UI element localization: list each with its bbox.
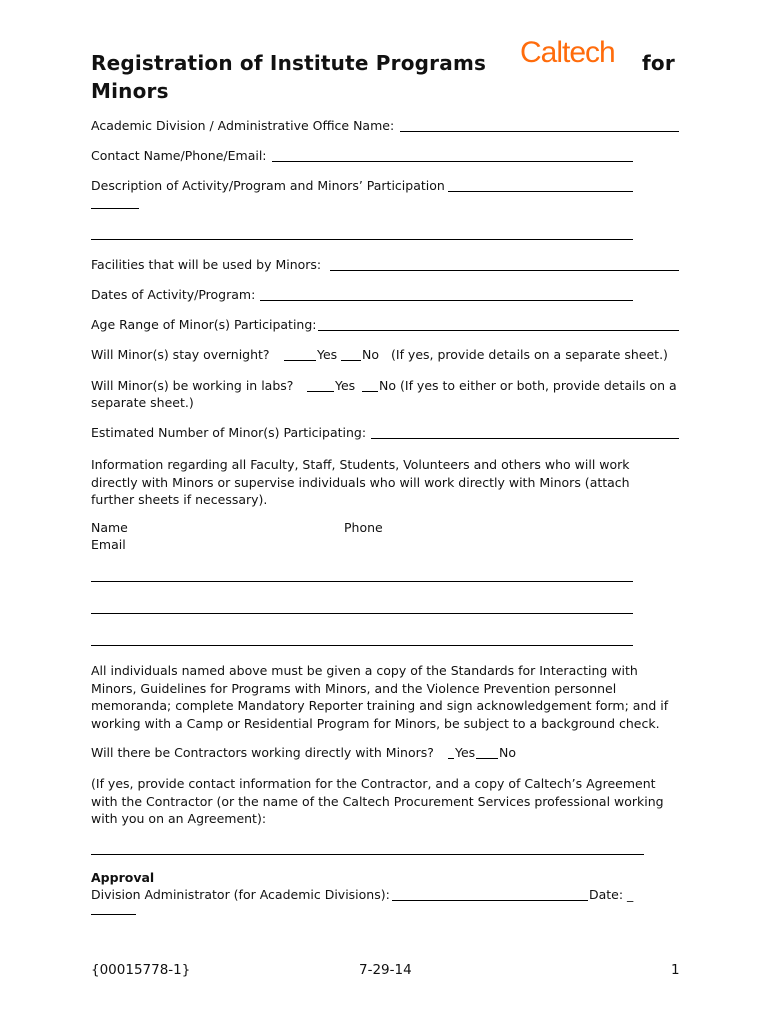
academic-division-line[interactable] [400,131,679,132]
page-title-line1: Registration of Institute Programs [91,51,487,75]
page-title-for: for [642,51,675,75]
facilities-line[interactable] [330,270,679,271]
column-email-label: Email [91,537,126,552]
footer-doc-id: {00015778-1} [91,962,191,978]
approval-heading: Approval [91,870,155,885]
overnight-note: (If yes, provide details on a separate sheet.) [391,347,668,362]
contact-label: Contact Name/Phone/Email: [91,148,267,163]
contractors-no-label: No [499,745,516,760]
contractors-yes-label: Yes [455,745,476,760]
description-label: Description of Activity/Program and Minors’ Participation [91,178,445,193]
labs-yes-label: Yes [335,378,356,393]
labs-no-label: No [379,378,396,393]
person-line-3[interactable] [91,645,633,646]
dates-line[interactable] [260,300,633,301]
overnight-question: Will Minor(s) stay overnight? [91,347,270,362]
info-paragraph: Information regarding all Faculty, Staff, Students, Volunteers and others who will work directly with Minors or supervise individuals who will work directly with Minors (attach further sheets if necessary). [91,457,630,507]
caltech-logo: Caltech [520,36,615,69]
academic-division-label: Academic Division / Administrative Office Name: [91,118,395,133]
labs-yes-blank[interactable] [307,391,334,392]
overnight-yes-blank[interactable] [284,360,316,361]
description-line-3[interactable] [91,239,633,240]
person-line-2[interactable] [91,613,633,614]
facilities-label: Facilities that will be used by Minors: [91,257,322,272]
description-line-1[interactable] [448,191,633,192]
labs-note-2: separate sheet.) [91,395,194,410]
estimated-label: Estimated Number of Minor(s) Participating: [91,425,367,440]
column-phone-label: Phone [344,520,383,535]
contractor-info-line[interactable] [91,854,644,855]
contractors-yes-blank[interactable] [448,758,454,759]
page-title-line2: Minors [91,79,169,103]
overnight-yes-label: Yes [317,347,338,362]
footer-page-number: 1 [671,962,680,978]
person-line-1[interactable] [91,581,633,582]
contractors-no-blank[interactable] [476,758,498,759]
overnight-no-blank[interactable] [341,360,361,361]
age-range-line[interactable] [318,330,679,331]
date-line[interactable] [91,914,136,915]
labs-note-1: (If yes to either or both, provide details on a [400,378,677,393]
age-range-label: Age Range of Minor(s) Participating: [91,317,317,332]
estimated-line[interactable] [371,438,679,439]
division-admin-signature-line[interactable] [392,900,588,901]
overnight-no-label: No [362,347,379,362]
column-name-label: Name [91,520,128,535]
date-label: Date: _ [589,887,634,902]
contact-line[interactable] [272,161,633,162]
division-admin-label: Division Administrator (for Academic Divisions): [91,887,390,902]
footer-date: 7-29-14 [359,962,412,978]
contractors-paragraph: (If yes, provide contact information for the Contractor, and a copy of Caltech’s Agreement with the Contractor (or the name of the Caltech Procurement Services professional working with you on an Agreement): [91,776,664,826]
labs-no-blank[interactable] [362,391,378,392]
dates-label: Dates of Activity/Program: [91,287,256,302]
labs-question: Will Minor(s) be working in labs? [91,378,294,393]
description-line-2[interactable] [91,208,139,209]
notice-paragraph: All individuals named above must be given a copy of the Standards for Interacting with Minors, Guidelines for Programs with Minors, and the Violence Prevention personnel memoranda; complete Mandatory Reporter training and sign acknowledgement form; and if working with a Camp or Residential Program for Minors, be subject to a background check. [91,663,669,731]
contractors-question: Will there be Contractors working directly with Minors? [91,745,434,760]
